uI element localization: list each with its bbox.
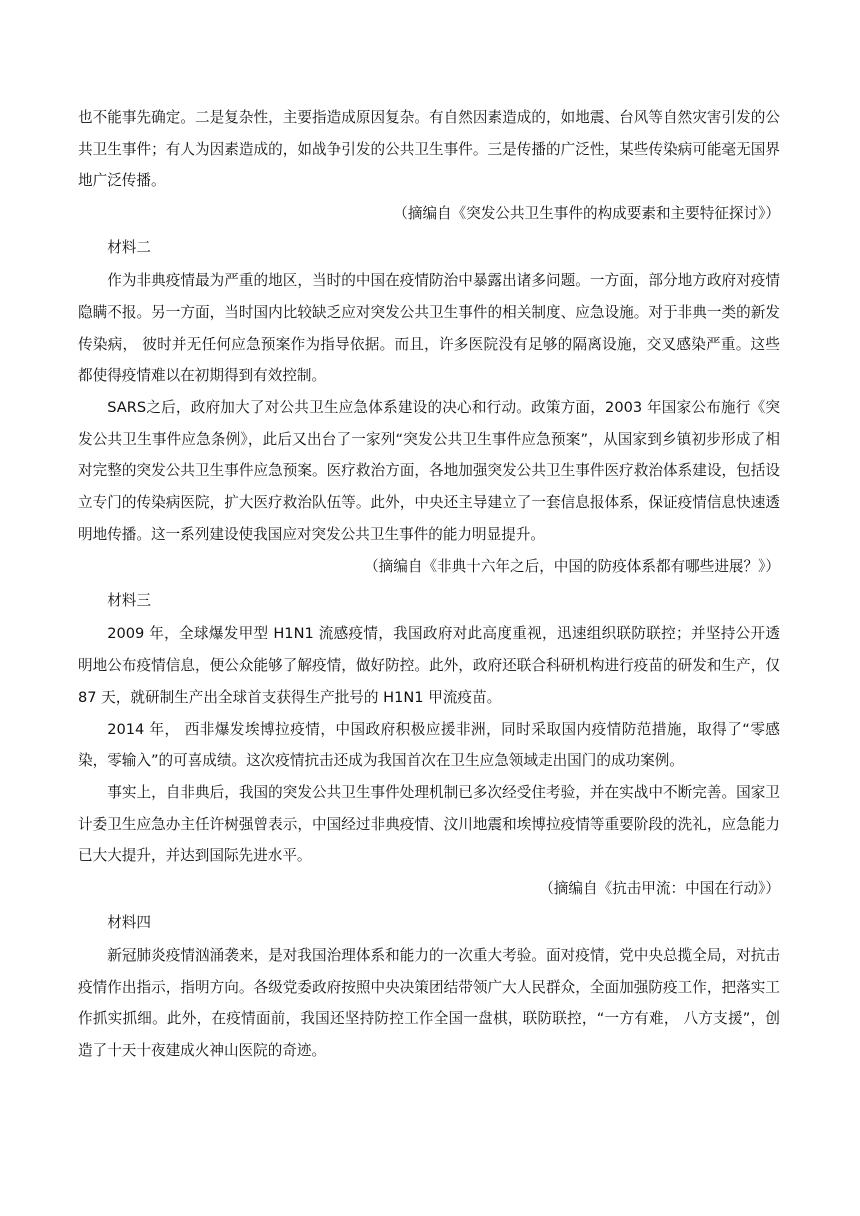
material3-paragraph-2: 2014 年， 西非爆发埃博拉疫情，中国政府积极应援非洲，同时采取国内疫情防范措施，取得了“零感染，零输入”的可喜成绩。这次疫情抗击还成为我国首次在卫生应急领域走出国门的成功案例。 (78, 720, 780, 770)
material3-heading: 材料三 (107, 592, 151, 610)
material2-paragraph-1: 作为非典疫情最为严重的地区，当时的中国在疫情防治中暴露出诸多问题。一方面，部分地方政府对疫情隐瞒不报。另一方面，当时国内比较缺乏应对突发公共卫生事件的相关制度、应急设施。对于非典一类的新发传染病， 彼时并无任何应急预案作为指导依据。而且，许多医院没有足够的隔离设施，交叉感染严重。这些都使得疫情难以在初期得到有效控制。 (78, 272, 780, 385)
material2-heading: 材料二 (107, 239, 151, 257)
material2-paragraph-2: SARS之后，政府加大了对公共卫生应急体系建设的决心和行动。政策方面，2003 年国家公布施行《突发公共卫生事件应急条例》，此后又出台了一家列“突发公共卫生事件应急预案”，从国家到乡镇初步形成了相对完整的突发公共卫生事件应急预案。医疗救治方面，各地加强突发公共卫生事件医疗救治体系建设，包括设立专门的传染病医院，扩大医疗救治队伍等。此外，中央还主导建立了一套信息报体系，保证疫情信息快速透明地传播。这一系列建设使我国应对突发公共卫生事件的能力明显提升。 (78, 398, 780, 543)
document-body (78, 102, 780, 1067)
material1-tail-paragraph: 也不能事先确定。二是复杂性，主要指造成原因复杂。有自然因素造成的，如地震、台风等自然灾害引发的公共卫生事件；有人为因素造成的，如战争引发的公共卫生事件。三是传播的广泛性，某些传染病可能毫无国界地广泛传播。 (78, 109, 780, 190)
material4-paragraph-1: 新冠肺炎疫情汹涌袭来，是对我国治理体系和能力的一次重大考验。面对疫情，党中央总揽全局，对抗击疫情作出指示，指明方向。各级党委政府按照中央决策团结带领广大人民群众，全面加强防疫工作，把落实工作抓实抓细。此外，在疫情面前，我国还坚持防控工作全国一盘棋，联防联控，“一方有难， 八方支援”，创造了十天十夜建成火神山医院的奇迹。 (78, 947, 780, 1060)
material4-heading: 材料四 (107, 914, 151, 932)
material3-paragraph-3: 事实上，自非典后，我国的突发公共卫生事件处理机制已多次经受住考验，并在实战中不断完善。国家卫计委卫生应急办主任许树强曾表示，中国经过非典疫情、汶川地震和埃博拉疫情等重要阶段的洗礼，应急能力已大大提升，并达到国际先进水平。 (78, 783, 780, 865)
source-citation-3: （摘编自《抗击甲流：中国在行动》） (539, 880, 780, 898)
source-citation-2: （摘编自《非典十六年之后，中国的防疫体系都有哪些进展？》） (364, 558, 780, 576)
source-citation-1: （摘编自《突发公共卫生事件的构成要素和主要特征探讨》） (393, 205, 780, 223)
material3-paragraph-1: 2009 年，全球爆发甲型 H1N1 流感疫情，我国政府对此高度重视，迅速组织联防联控；并坚持公开透明地公布疫情信息，便公众能够了解疫情，做好防控。此外，政府还联合科研机构进行疫苗的研发和生产，仅 87 天，就研制生产出全球首支获得生产批号的 H1N1 甲流疫苗。 (78, 625, 780, 706)
